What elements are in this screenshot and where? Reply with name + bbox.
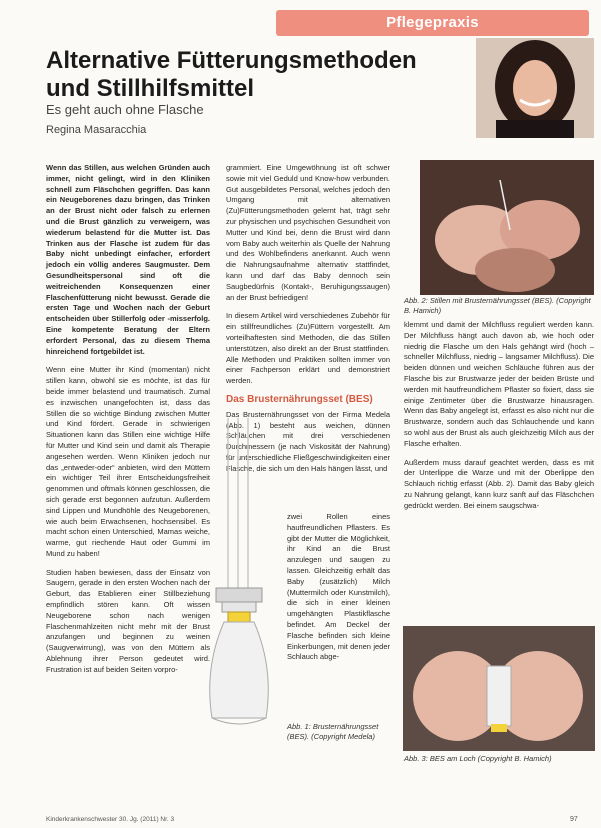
bes-at-hole-photo bbox=[403, 626, 595, 751]
paragraph: klemmt und damit der Milchfluss reguliert werden kann. Der Milchfluss hängt auch davon ab, wie hoch oder niedrig die Flasche um den Hals gehängt wird (hoch – schneller Milchfluss, niedrig – langsamer Milchfluss). Die beiden dünnen und weichen Schläuche führen aus der Flasche bis zur Brustwarze jeder der beiden Brüste und werden mit hautfreundlichem Pflaster so fixiert, dass sie einige Zentimeter über die Brustwarze hinausragen. Wenn das Baby angelegt ist, erfasst es also nicht nur die Brustwarze, sondern auch das Schlauchende und kann so wohl aus der Brust als auch gleichzeitig Milch aus der Flasche erhalten. bbox=[404, 320, 594, 448]
column-2-wrap bbox=[287, 512, 390, 671]
article-title bbox=[46, 47, 446, 103]
journal-footer: Kinderkrankenschwester 30. Jg. (2011) Nr. 3 bbox=[46, 816, 175, 823]
column-3 bbox=[404, 320, 594, 520]
title-line-1: Alternative Fütterungsmethoden bbox=[46, 47, 417, 74]
breastfeeding-photo bbox=[420, 160, 594, 295]
paragraph: grammiert. Eine Umgewöhnung ist oft schwer sowie mit viel Geduld und Know-how verbunden. Gut ausgebildetes Personal, welches jedoch den Umgang mit alternativen (Zu)Fütterungsmethoden gelernt hat, trägt sehr zur physischen und psychischen Gesundheit von Mutter und Kind bei, denn die Brust wird dann vom Baby auch weiterhin als Quelle der Nahrung und des Wohlbefindens anerkannt. Auch wenn die Nahrungsaufnahme alternativ stattfindet, kann und darf das Baby dennoch sein Saugbedürfnis (Kontakt-, Beruhigungssaugen) an der Brust befriedigen! bbox=[226, 163, 390, 302]
column-1 bbox=[46, 163, 210, 684]
section-banner bbox=[276, 10, 589, 36]
paragraph: Studien haben bewiesen, dass der Einsatz von Saugern, gerade in den ersten Wochen nach der Geburt, das Etablieren einer Stillbeziehung empfindlich stören kann. Oft wissen Neugeborene schon nach wenigen Flaschenmahlzeiten nicht mehr mit der Brust anzufangen und beginnen zu weinen (Saugverwirrung), was von den Müttern als Ablehnung ihrer Person gedeutet wird. Frustration ist auf beiden Seiten vorpro- bbox=[46, 567, 210, 674]
figure-3-caption: Abb. 3: BES am Loch (Copyright B. Hamich) bbox=[404, 754, 552, 763]
paragraph: zwei Rollen eines hautfreundlichen Pflasters. Es gibt der Mutter die Möglichkeit, ihr Kind an die Brust anzulegen und saugen zu lassen. Gleichzeitig erhält das Baby (zusätzlich) Milch (Muttermilch oder Kunstmilch), die sich in einer kleinen umgehängten Plastikflasche befindet. Am Deckel der Flasche befinden sich kleine Einkerbungen, mit denen jeder Schlauch abge- bbox=[287, 512, 390, 662]
article-subtitle: Es geht auch ohne Flasche bbox=[46, 102, 204, 117]
paragraph: Wenn eine Mutter ihr Kind (momentan) nicht stillen kann, obwohl sie es möchte, ist das für beide immer belastend und traumatisch. Zumal es inzwischen unangefochten ist, dass das Stillen die so wichtige Bindung zwischen Mutter und Kind fördert. Gerade in schwierigen Situationen kann das Stillen eine wichtige Hilfe für Mutter und Kind sein und damit als Therapie angesehen werden. Wenn Kliniken jedoch nur das „entweder-oder“ anbieten, wird den Müttern ein wichtiger Teil ihrer Entscheidungsfreiheit genommen und oftmals können geschlossen, die sich gerade erst begonnen aufzutun. Außerdem sind Lippen und Mundhöhle des Neugeborenen, wie auch beim Erwachsenen, hochsensibel. Es macht schon einen Unterschied, Mamas weiche, warme, gut riechende Haut oder Gummi im Mund zu haben! bbox=[46, 365, 210, 558]
figure-2-caption: Abb. 2: Stillen mit Brusternährungsset (BES). (Copyright B. Hamich) bbox=[404, 296, 591, 315]
page-number: 97 bbox=[570, 816, 578, 823]
figure-1-caption: Abb. 1: Brusternährungsset (BES). (Copyright Medela) bbox=[287, 722, 379, 741]
section-heading: Das Brusternährungsset (BES) bbox=[226, 393, 373, 405]
paragraph: Außerdem muss darauf geachtet werden, dass es mit der Unterlippe die Warze und mit der Oberlippe den Schlauch richtig erfasst (Abb. 2). Damit das Baby gleich zu Nahrung gelangt, kann kurz sanft auf das Fläschchen gedrückt werden. Bei einem saugschwa- bbox=[404, 457, 594, 510]
title-line-2: und Stillhilfsmittel bbox=[46, 75, 254, 102]
paragraph: Das Brusternährungsset von der Firma Medela (Abb. 1) besteht aus weichen, dünnen Schläuchen mit drei verschiedenen Durchmessern (je nach Viskosität der Nahrung) für unterschiedliche Fließgeschwindigkeiten einer Flasche, die sich um den Hals hängen lässt, und bbox=[226, 409, 390, 473]
article-author: Regina Masaracchia bbox=[46, 124, 147, 136]
author-portrait bbox=[476, 38, 594, 138]
bes-device-image bbox=[198, 418, 280, 750]
paragraph: In diesem Artikel wird verschiedenes Zubehör für ein stillfreundliches (Zu)Füttern vorgestellt. Am vorteilhaftesten sind Methoden, die das Stillen unterstützen, also direkt an der Brust stattfinden. Alle Methoden und Praktiken sollten immer von einer Fachperson erklärt und demonstriert werden. bbox=[226, 311, 390, 386]
lead-paragraph: Wenn das Stillen, aus welchen Gründen auch immer, nicht gelingt, wird in den Kliniken schnell zum Fläschchen gegriffen. Das kann ein Neugeborenes dazu bringen, das Trinken an der Brust nicht oder falsch zu erlernen und die Brust gänzlich zu verweigern, was wiederum belastend für die Mutter ist. Das Trinken aus der Flasche ist zudem für das Baby nicht unbedingt einfacher, erfordert jedoch ein völlig anderes Saugmuster. Dem Gesundheitspersonal sind oft die weitreichenden Konsequenzen einer Flaschenfütterung nicht bewusst. Gerade die ersten Tage und Wochen nach der Geburt entscheiden über Stillerfolg oder -misserfolg. Eine kompetente Beratung der Eltern erfordert Personal, das zu diesem Thema hinreichend fortgebildet ist. bbox=[46, 163, 210, 356]
section-label: Pflegepraxis bbox=[386, 14, 479, 31]
